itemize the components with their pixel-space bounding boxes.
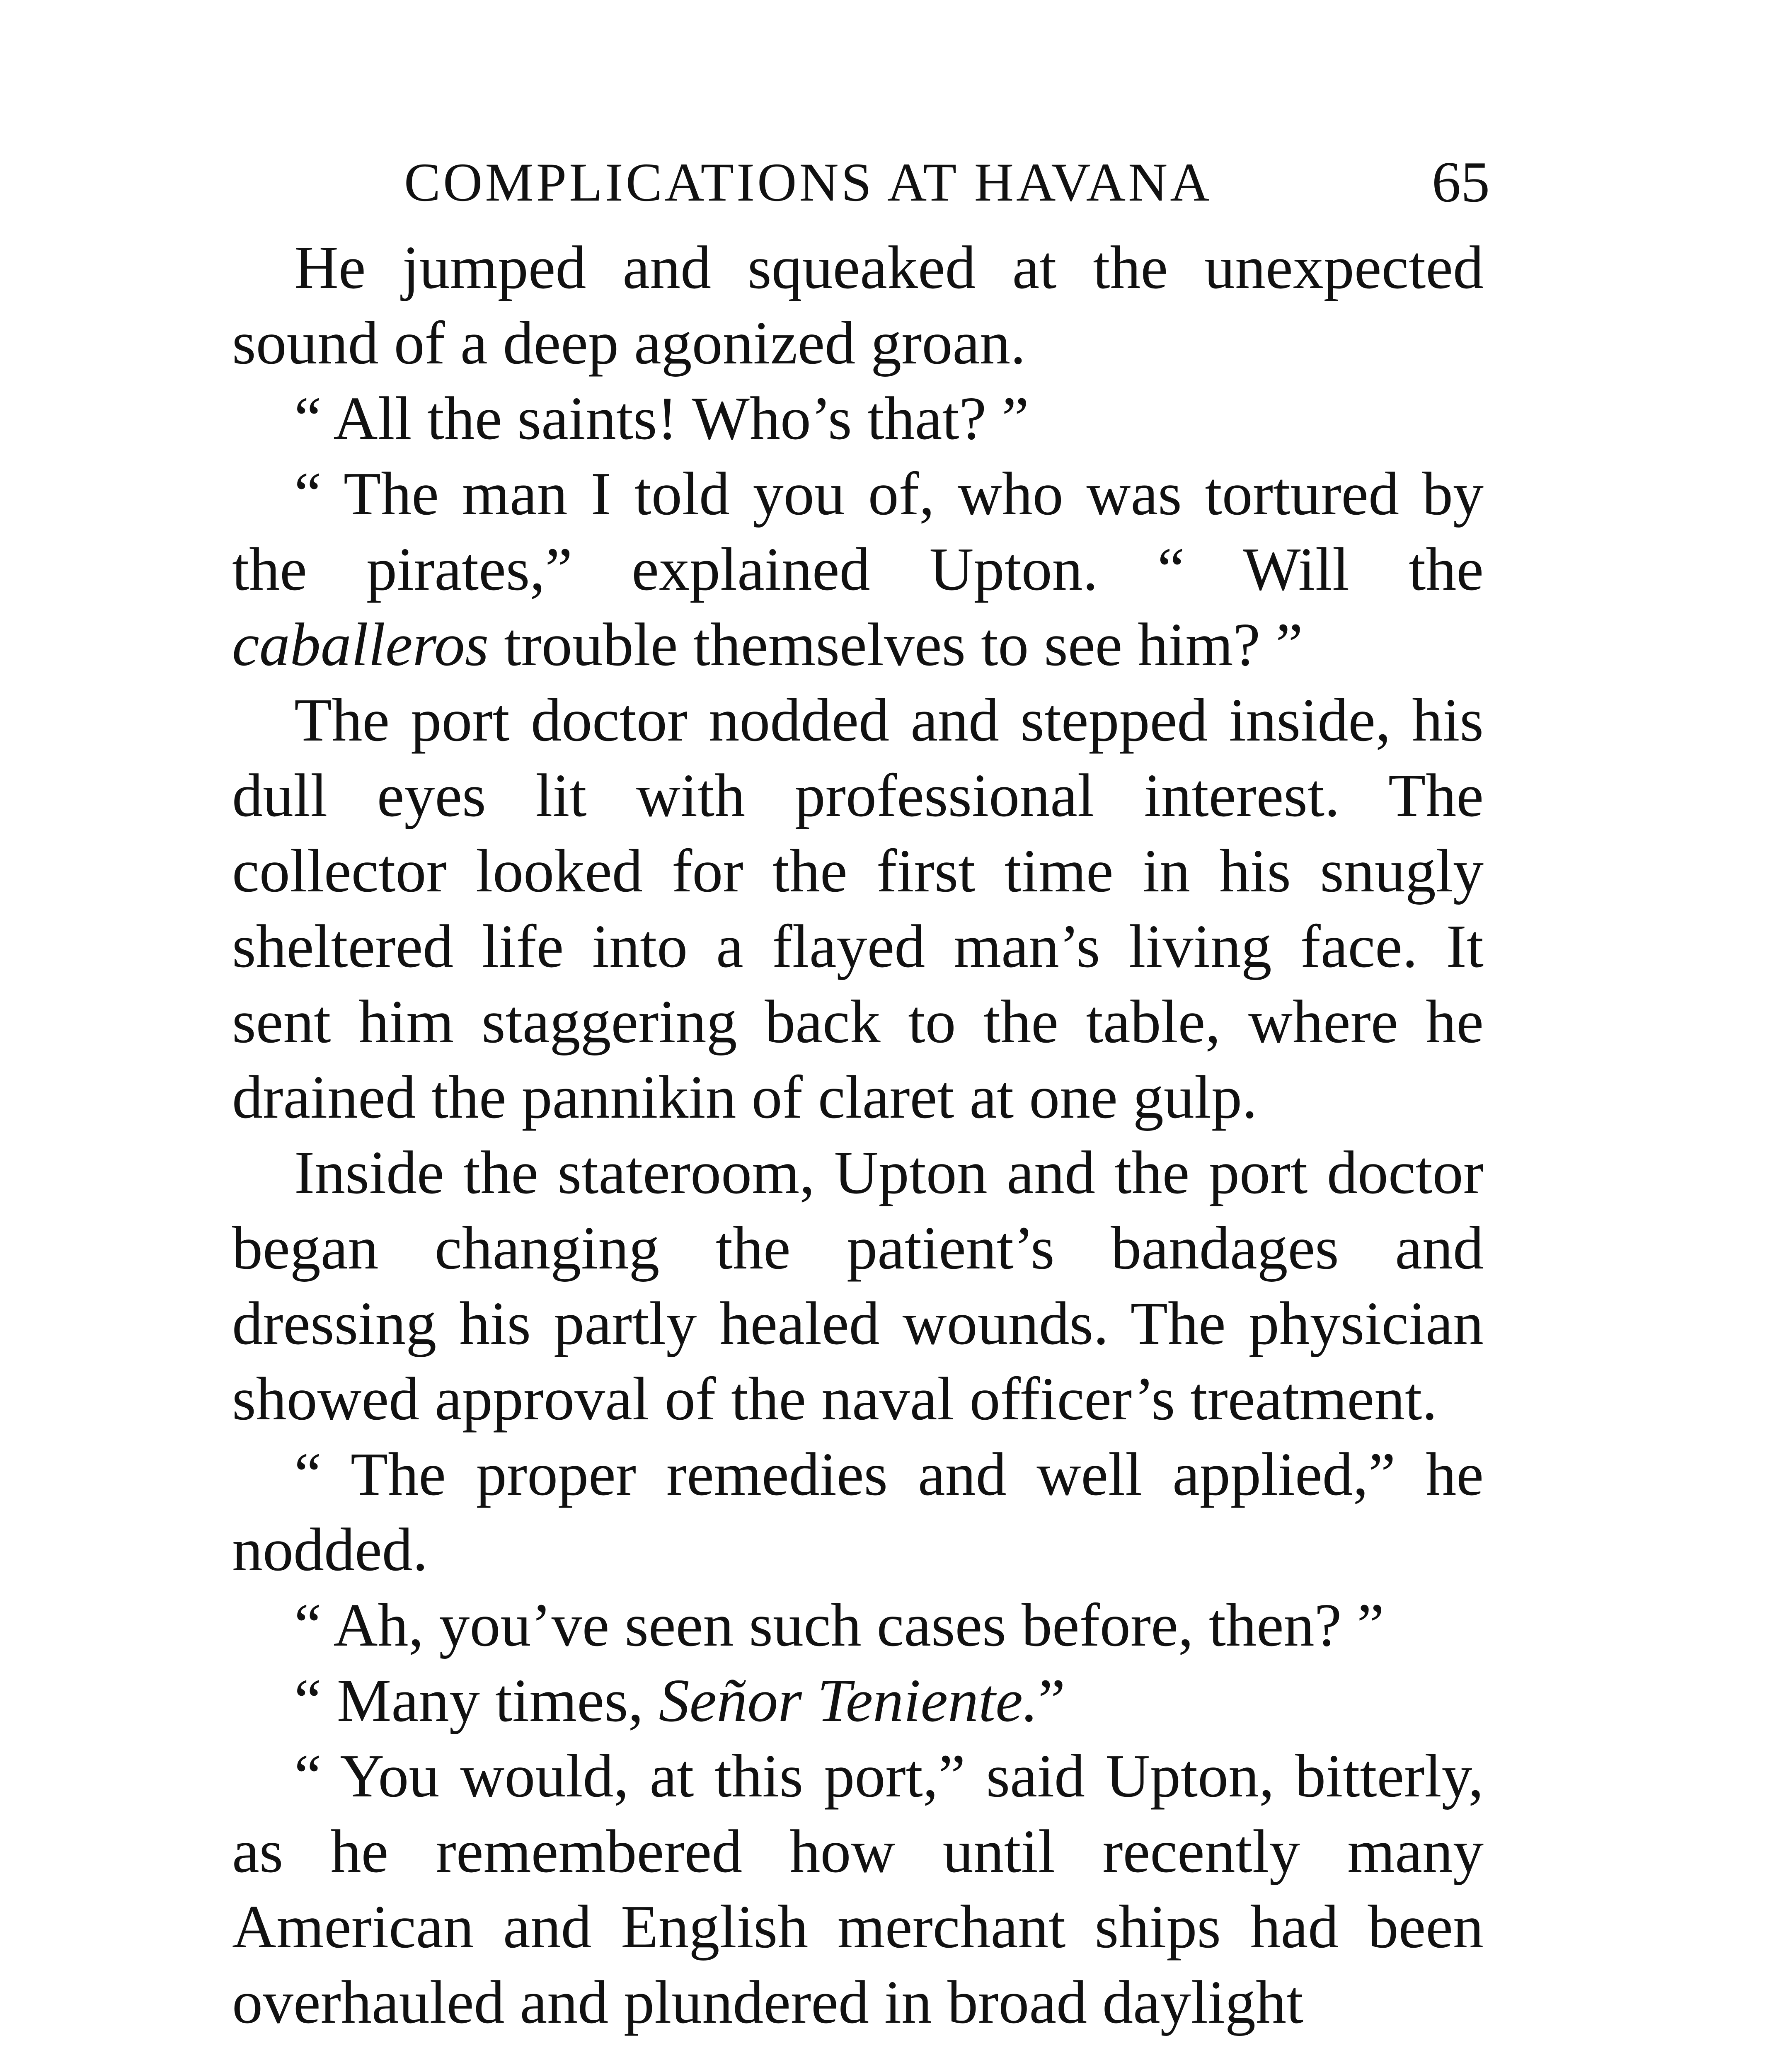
paragraph-text: “ The proper remedies and well applied,” he nodded. — [232, 1440, 1484, 1584]
paragraph-text: The port doctor nodded and stepped inside, his dull eyes lit with professional interest. The collector looked for the first time in his snugly sheltered life into a flayed man’s living face. It sent him staggering back to the table, where he drained the pannikin of claret at one gulp. — [232, 686, 1484, 1131]
paragraph — [232, 1663, 1484, 1738]
running-head: COMPLICATIONS AT HAVANA — [404, 152, 1212, 213]
paragraph-text: “ All the saints! Who’s that? ” — [294, 385, 1029, 453]
italic-word: Señor Teniente. — [659, 1667, 1038, 1735]
paragraph-text: “ Many times, — [294, 1667, 659, 1735]
paragraph — [232, 683, 1484, 1135]
paragraph-text: trouble themselves to see him? ” — [489, 611, 1303, 679]
body-text — [232, 230, 1484, 2040]
paragraph — [232, 1738, 1484, 2040]
paragraph-text: “ You would, at this port,” said Upton, bitterly, as he remembered how until recently many American and English merchant ships had been overhauled and plundered in broad daylight — [232, 1742, 1484, 2036]
paragraph-text: He jumped and squeaked at the unexpected sound of a deep agonized groan. — [232, 234, 1484, 377]
paragraph-text: Inside the stateroom, Upton and the port doctor began changing the patient’s bandages and dressing his partly healed wounds. The physician showed approval of the naval officer’s treatment. — [232, 1139, 1484, 1433]
paragraph — [232, 456, 1484, 683]
paragraph — [232, 1437, 1484, 1588]
italic-word: caballeros — [232, 611, 489, 679]
paragraph — [232, 230, 1484, 381]
page-number: 65 — [1432, 150, 1490, 214]
paragraph — [232, 381, 1484, 456]
paragraph — [232, 1135, 1484, 1437]
paragraph-text: “ The man I told you of, who was tortured by the pirates,” explained Upton. “ Will the — [232, 460, 1484, 603]
paragraph-text: “ Ah, you’ve seen such cases before, then? ” — [294, 1591, 1385, 1659]
paragraph-text: ” — [1038, 1667, 1065, 1735]
paragraph — [232, 1588, 1484, 1663]
page-header — [404, 141, 1490, 224]
